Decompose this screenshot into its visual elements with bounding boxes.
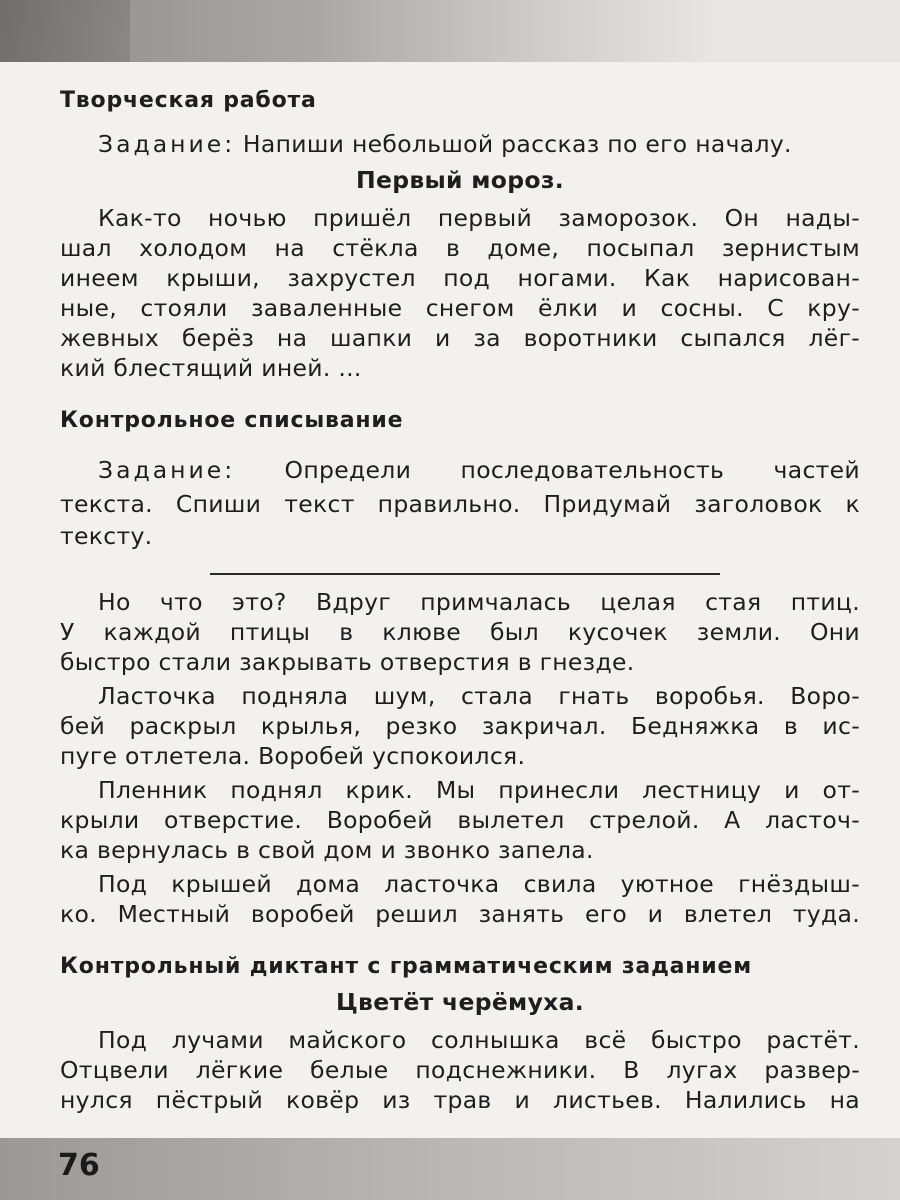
dictation-line: Отцвели лёгкие белые подснежники. В лугах развер-	[60, 1056, 860, 1084]
copy-text-line: У каждой птицы в клюве был кусочек земли. Они	[60, 618, 860, 646]
copy-text-line: крыли отверстие. Воробей вылетел стрелой. А ласточ-	[60, 806, 860, 834]
copy-text-line: быстро стали закрывать отверстия в гнезде.	[60, 648, 635, 676]
copying-task	[60, 456, 860, 484]
dictation-line: нулся пёстрый ковёр из трав и листьев. Налились на	[60, 1086, 860, 1114]
copy-text-line: ка вернулась в свой дом и звонко запела.	[60, 836, 594, 864]
page-number: 76	[58, 1148, 100, 1183]
separator-rule	[210, 573, 720, 575]
task-label: Задание:	[98, 456, 236, 484]
copy-text-line: Ласточка подняла шум, стала гнать воробья. Воро-	[98, 682, 860, 710]
story-line: жевных берёз на шапки и за воротники сыпался лёг-	[60, 324, 860, 352]
story-line: ные, стояли заваленные снегом ёлки и сосны. С кру-	[60, 294, 860, 322]
section-heading-dictation: Контрольный диктант с грамматическим заданием	[60, 954, 753, 979]
section-heading-creative: Творческая работа	[60, 88, 317, 113]
story-line: инеем крыши, захрустел под ногами. Как нарисован-	[60, 264, 860, 292]
task-text-line: тексту.	[60, 522, 153, 550]
story-line: кий блестящий иней. ...	[60, 354, 362, 382]
dictation-title: Цветёт черёмуха.	[335, 988, 585, 1016]
section-heading-copying: Контрольное списывание	[60, 408, 404, 433]
task-label: Задание:	[98, 130, 236, 158]
copy-text-line: пуге отлетела. Воробей успокоился.	[60, 742, 526, 770]
top-margin-strip	[0, 0, 900, 70]
dictation-line: Под лучами майского солнышка всё быстро растёт.	[98, 1026, 860, 1054]
copy-text-line: Под крышей дома ласточка свила уютное гнёздыш-	[98, 870, 860, 898]
bottom-margin-strip	[0, 1138, 900, 1200]
story-title: Первый мороз.	[356, 166, 564, 194]
copy-text-line: бей раскрыл крылья, резко закричал. Бедняжка в ис-	[60, 712, 860, 740]
story-line: Как-то ночью пришёл первый заморозок. Он нады-	[98, 204, 860, 232]
task-text: Определи последовательность частей	[284, 456, 860, 484]
copy-text-line: Пленник поднял крик. Мы принесли лестницу и от-	[98, 776, 860, 804]
copy-text-line: Но что это? Вдруг примчалась целая стая птиц.	[98, 588, 860, 616]
story-line: шал холодом на стёкла в доме, посыпал зернистым	[60, 234, 860, 262]
creative-task	[60, 130, 860, 158]
task-text-line: текста. Спиши текст правильно. Придумай заголовок к	[60, 490, 860, 518]
top-corner-shade	[0, 0, 130, 70]
task-text: Напиши небольшой рассказ по его началу.	[242, 130, 792, 158]
copy-text-line: ко. Местный воробей решил занять его и влетел туда.	[60, 900, 860, 928]
